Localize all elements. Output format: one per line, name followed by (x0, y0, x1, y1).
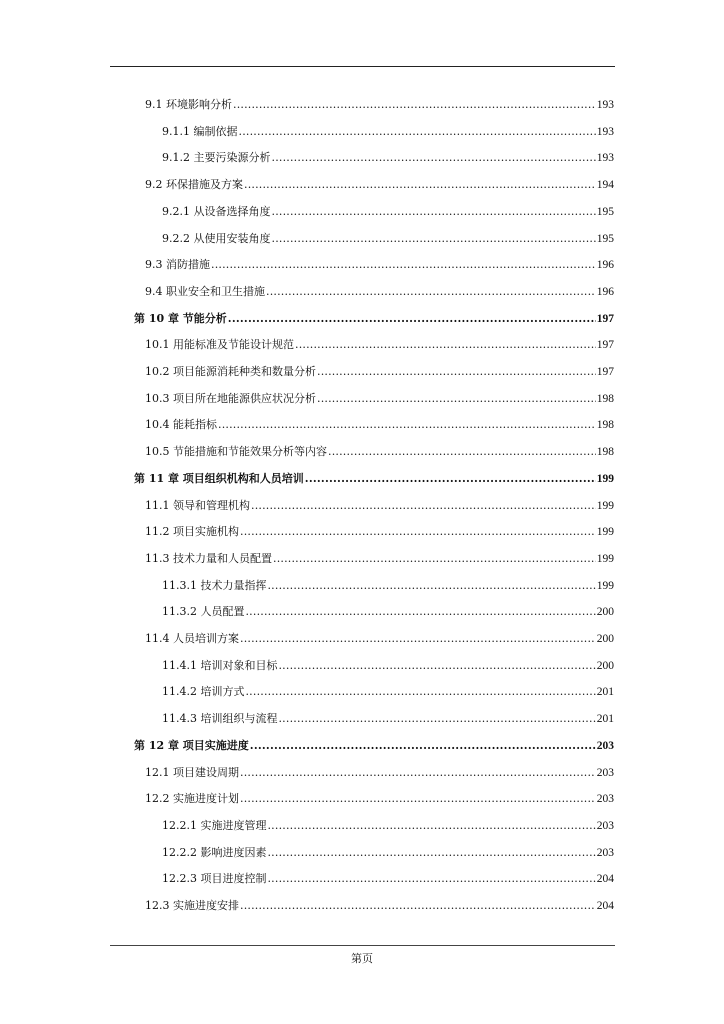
toc-entry-page: 199 (596, 526, 614, 539)
toc-entry[interactable] (145, 332, 614, 352)
toc-leader-dots (317, 392, 596, 406)
toc-entry-page: 204 (596, 900, 614, 912)
toc-entry-page: 199 (596, 472, 614, 485)
toc-leader-dots (266, 285, 596, 299)
toc-entry-label: 11.1 领导和管理机构 (145, 498, 250, 512)
toc-leader-dots (278, 712, 595, 726)
toc-entry-page: 199 (596, 579, 614, 592)
toc-leader-dots (267, 579, 595, 593)
toc-entry[interactable] (145, 626, 614, 646)
toc-entry[interactable] (145, 893, 614, 913)
toc-leader-dots (272, 151, 596, 165)
toc-entry[interactable] (145, 359, 614, 379)
toc-leader-dots (240, 899, 596, 913)
toc-entry-page: 195 (596, 232, 614, 245)
toc-entry-label: 9.2.1 从设备选择角度 (162, 204, 271, 218)
toc-leader-dots (317, 365, 596, 379)
toc-leader-dots (240, 792, 596, 806)
toc-entry-label: 10.2 项目能源消耗种类和数量分析 (145, 365, 316, 378)
toc-entry-label: 12.2 实施进度计划 (145, 792, 239, 806)
toc-entry[interactable] (162, 706, 614, 726)
toc-leader-dots (240, 632, 596, 646)
toc-leader-dots (272, 232, 596, 246)
toc-leader-dots (240, 525, 596, 539)
toc-entry-page: 201 (596, 713, 614, 726)
toc-entry-label: 第 11 章 项目组织机构和人员培训 (134, 471, 304, 485)
footer-rule (110, 945, 615, 946)
toc-leader-dots (267, 872, 595, 886)
toc-leader-dots (233, 98, 596, 112)
toc-leader-dots (245, 685, 595, 699)
toc-entry[interactable] (162, 226, 614, 246)
toc-leader-dots (305, 472, 596, 486)
toc-entry-label: 12.2.1 实施进度管理 (162, 818, 267, 832)
toc-entry[interactable] (145, 493, 614, 513)
toc-leader-dots (228, 312, 596, 326)
toc-entry[interactable] (162, 599, 614, 619)
toc-entry[interactable] (145, 172, 614, 192)
toc-leader-dots (272, 205, 596, 219)
toc-entry[interactable] (145, 386, 614, 406)
toc-entry-page: 198 (596, 419, 614, 432)
toc-entry[interactable] (162, 199, 614, 219)
toc-leader-dots (244, 178, 596, 192)
toc-entry-label: 第 10 章 节能分析 (134, 311, 227, 325)
toc-entry-page: 201 (596, 686, 614, 699)
toc-entry-page: 197 (596, 339, 614, 352)
toc-entry-label: 12.3 实施进度安排 (145, 899, 239, 912)
toc-entry[interactable] (145, 546, 614, 566)
toc-entry-page: 194 (596, 179, 614, 192)
toc-entry-page: 204 (596, 873, 614, 886)
toc-entry-page: 200 (596, 633, 614, 645)
toc-entry-label: 11.4.2 培训方式 (162, 685, 245, 699)
toc-entry-label: 10.1 用能标准及节能设计规范 (145, 338, 294, 352)
toc-leader-dots (295, 338, 596, 352)
toc-entry[interactable] (162, 866, 614, 886)
toc-entry-label: 9.1.2 主要污染源分析 (162, 151, 271, 165)
toc-entry[interactable] (162, 840, 614, 860)
toc-entry-label: 12.2.2 影响进度因素 (162, 845, 267, 859)
toc-entry-label: 9.1.1 编制依据 (162, 124, 238, 138)
toc-entry-label: 9.4 职业安全和卫生措施 (145, 284, 265, 298)
toc-entry-label: 9.1 环境影响分析 (145, 98, 232, 111)
toc-leader-dots (211, 258, 596, 272)
toc-entry[interactable] (162, 119, 614, 139)
toc-entry-page: 203 (596, 766, 614, 779)
toc-leader-dots (218, 418, 596, 432)
toc-entry-label: 12.1 项目建设周期 (145, 765, 239, 779)
toc-leader-dots (278, 659, 595, 673)
toc-entry-label: 9.3 消防措施 (145, 258, 210, 272)
toc-chapter-entry[interactable] (134, 306, 614, 326)
toc-entry-label: 11.4.1 培训对象和目标 (162, 658, 278, 672)
toc-entry-label: 10.3 项目所在地能源供应状况分析 (145, 391, 316, 405)
toc-entry-label: 11.2 项目实施机构 (145, 525, 239, 539)
header-rule (110, 66, 615, 67)
toc-entry-page: 199 (596, 499, 614, 512)
toc-leader-dots (273, 552, 596, 566)
toc-entry-page: 196 (596, 285, 614, 298)
toc-entry[interactable] (162, 813, 614, 833)
toc-entry-label: 11.3.2 人员配置 (162, 605, 245, 619)
toc-entry-page: 193 (596, 125, 614, 138)
toc-entry-page: 200 (596, 606, 614, 619)
toc-entry[interactable] (145, 760, 614, 780)
toc-entry-page: 203 (596, 846, 614, 859)
toc-leader-dots (240, 766, 596, 780)
toc-entry-page: 197 (596, 366, 614, 378)
page-footer: 第页 (351, 952, 373, 965)
toc-entry[interactable] (145, 279, 614, 299)
toc-entry-page: 203 (596, 793, 614, 806)
toc-entry-label: 第 12 章 项目实施进度 (134, 738, 249, 752)
toc-entry-label: 11.3.1 技术力量指挥 (162, 578, 267, 592)
toc-chapter-entry[interactable] (134, 466, 614, 486)
toc-entry[interactable] (162, 679, 614, 699)
toc-entry[interactable] (162, 573, 614, 593)
toc-leader-dots (251, 499, 596, 513)
toc-entry[interactable] (162, 653, 614, 673)
toc-leader-dots (328, 445, 596, 459)
toc-leader-dots (245, 605, 595, 619)
toc-leader-dots (267, 846, 595, 860)
toc-entry-label: 10.5 节能措施和节能效果分析等内容 (145, 445, 327, 459)
toc-chapter-entry[interactable] (134, 733, 614, 753)
toc-entry-label: 11.4.3 培训组织与流程 (162, 712, 278, 726)
toc-entry[interactable] (145, 786, 614, 806)
toc-entry[interactable] (145, 92, 614, 112)
toc-leader-dots (267, 819, 595, 833)
toc-leader-dots (239, 125, 596, 139)
toc-entry-label: 9.2 环保措施及方案 (145, 178, 243, 192)
toc-entry-page: 198 (596, 446, 614, 459)
toc-entry[interactable] (145, 519, 614, 539)
toc-entry-label: 12.2.3 项目进度控制 (162, 872, 267, 886)
toc-entry[interactable] (145, 412, 614, 432)
toc-leader-dots (250, 739, 596, 753)
toc-entry-page: 197 (596, 312, 614, 325)
toc-entry-label: 11.3 技术力量和人员配置 (145, 551, 272, 565)
toc-entry-page: 193 (596, 152, 614, 165)
toc-entry-page: 203 (596, 819, 614, 832)
toc-entry-page: 200 (596, 659, 614, 672)
toc-entry-page: 203 (596, 739, 614, 752)
toc-entry-label: 9.2.2 从使用安装角度 (162, 231, 271, 245)
toc-entry[interactable] (162, 145, 614, 165)
toc-entry-page: 196 (596, 259, 614, 272)
toc-entry-page: 195 (596, 205, 614, 218)
toc-entry-page: 199 (596, 552, 614, 565)
toc-entry-page: 193 (596, 99, 614, 111)
toc-entry-label: 10.4 能耗指标 (145, 418, 217, 432)
toc-entry[interactable] (145, 439, 614, 459)
toc-entry-page: 198 (596, 392, 614, 405)
toc-entry-label: 11.4 人员培训方案 (145, 632, 239, 645)
toc-entry[interactable] (145, 252, 614, 272)
